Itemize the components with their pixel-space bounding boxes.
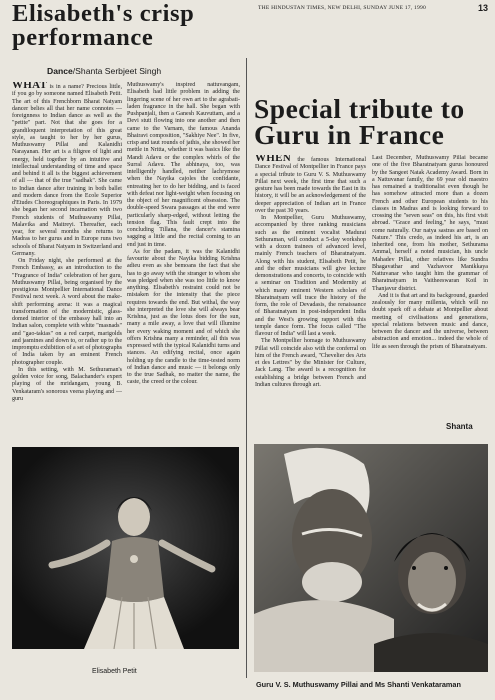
article1-col1-para-1 [12,82,122,258]
guru-photo-caption: Guru V. S. Muthuswamy Pillai and Ms Shanti Venkataraman [256,680,461,689]
article2-headline [254,93,484,150]
article1-column-1 [12,82,122,444]
article2-col1-para-3: The Montpellier homage to Muthuswamy Pillai will coincide also with the conferral on him of the French award, "Chevelier des Arts et des Lettres" by the Minister for Culture, Jack Lang. The award is a recognition for establishing a bridge between French and Indian cultures through art. [255,338,366,388]
article2-col1-para-1 [255,155,366,215]
byline-author: /Shanta Serbjeet Singh [72,66,162,76]
guru-photo-image [254,444,488,672]
page-number: 13 [478,3,489,13]
article1-col1-para-3: In this setting, with M. Sethuraman's golden voice for song, Balachander's expert playing of the mridangam, young B. Venkataram's sonorous veena playing and — guru [12,366,122,402]
article1-headline-line1: Elisabeth's crisp [12,0,195,27]
article1-col2-para-2: As for the padam, it was the Kalanidhi favourite about the Nayika bidding Krishna adieu even as she bemoans the fact that she has to go away with the stranger to whom she was pledged when she was too little to know anything. Elisabeth's restraint could not be mistaken for the intensity that the piece requires towards the end. But withal, the way she interpreted the love she will always bear Krishna, just as the lotus does for the sun, many a mile away, a love that will illumine her every waking moment and of which she offers Krishna many a reminder, all this was expressed with the typical Kalanidhi turns and stances. An edifying recital, once again holding up the candle to the time-tested norm of Indian dance and music — it belongs only to the true Sadhak, no matter the name, the caste, the creed or the colour. [127,248,240,386]
byline-section: Dance [47,66,73,76]
article2-column-2 [372,155,488,417]
article2-col2-para-2: And it is that art and its background, guarded zealously for many millenia, which will no doubt spark off a debate at Montpellier about meeting of civilisations and generations, special relations between music and dance, between the dancer and the universe, between abstraction and emotion... indeed the whole of life as seen through the prism of Bharatnatyam. [372,292,488,350]
article1-column-2 [127,82,240,444]
article2-signoff: Shanta [446,422,473,431]
masthead-text: THE HINDUSTAN TIMES, NEW DELHI, SUNDAY JUNE 17, 1990 [258,5,426,11]
article2-column-1 [255,155,366,440]
dropcap: WHEN [255,155,292,164]
article1-headline [12,2,242,50]
article1-headline-line2: performance [12,24,154,51]
column-divider [246,58,247,678]
article2-col1-para-2: In Montpellier, Guru Muthuswamy, accompanied by three ranking musicians such as the eminent vocalist Madurai Sethuraman, will conduct a 5-day workshop with a dozen trainees of advanced level, mainly French teachers of Bharatnatyam. Along with his student, Elisabeth Petit, he and the other musicians will give lecture demonstrations and concerts, to coincide with a seminar on Tradition and Modernity at which many eminent Western scholars of Bharatnatyam will trace the history of the form, the role of Devadasis, the renaissance of Bharatnatyam in post-independent India and the West's growing rapport with this temple dance form. The focus called "The flavour of India" will last a week. [255,215,366,337]
article2-headline-line1: Special tribute to [254,93,465,124]
dancer-photo-caption: Elisabeth Petit [92,668,137,675]
guru-photo [254,444,488,672]
article2-headline-line2: Guru in France [254,119,445,150]
article1-col1-para-2: On Friday night, she performed at the French Embassy, as an introduction to the "Fragrance of India" celebration of her guru, Muthuswamy Pillai, being organised by the prestigious Montpellier International Dance Festival next week. A word about the make-shift performing arena: it was a magical transformation of the modernistic, glass-domed interior of the embassy hall into an Indian salon, complete with white "masnads" and "gao-takias" on a red carpet, marigolds and jasmines and down to, or rather up to the impromptu exhibition of a set of photographs of India taken by an eminent French photographer couple. [12,258,122,366]
dancer-photo [12,447,239,649]
dropcap: WHAT [12,82,48,91]
article2-col1-text-1: the famous International Dance Festival of Montpellier in France pays a special tribute to Guru V. S. Muthuswamy Pillai next week, the first time that such a gesture has been made towards the East in its history, it will be an acknowledgement of the deeper appreciation of Indian art in France over the past 30 years. [255,157,366,214]
article1-col2-para-1: Muthuswamy's inspired nattuvangam, Elisabeth had little problem in adding the lingering scene of her own art to the agrabati-laden fragrance in the hall. She began with Pushpanjali, then a Ganesh Kauvuttam, and a Devi stuti flowing into one another and then came to the Varnam, the famous Ananda Bhairavi composition, "Sakhiye Nee". In five, crisp and taut rounds of jathis, she showed her mettle in Nritta, whether it was basics like the Mandi Adavu or the complex whirls of the Surral Adavu. The abhinaya, too, was intelligently handled, neither lachrymose when the Nayika cajoles the confidante, entreating her to do her bidding, and is faced with defeat nor light-weight when focusing on the object of her magnificent obsession. The double-speed Swara passages at the end were particularly sharp-edged, without letting the tension flag. This fault crept into the concluding Tillana, the dancer's stamina sagging a little and the recital coming to an end just in time. [127,82,240,248]
article2-col2-para-1: Last December, Muthuswamy Pillai became one of the five Bharatnatyam gurus honoured by the Sangeet Natak Academy Award. Born in a Nattuvanar family, the 69 year old maestro has remained a traditionalist even though he has somehow attracted more than a dozen French and other European students to his classes in Madras and is looking forward to crossing the "seven seas" on this, his first visit abroad. "Grace and feeling," he says, "must come naturally. Our natya sastras are based on Nature." This credo, as indeed his art, is an inherited one, from his mother, Sethurama Ammal, herself a noted musician, his uncle Mahadev Pillai, other relatives like Sundra Bhagavathar and Vazhavoor Manikkaya Nattuvanar who taught him the grammar of Bharatnatyam in Vaitheeswaran Koil in Thanjavur district. [372,155,488,292]
article1-col1-text-1: is in a name? Precious little, if you go by someone named Elisabeth Petit. The art of this Frenchborn Bharat Natyam dancer belies all that her name connotes — foreignness to Indian dance as well as the "petite" part. Not that she goes for a grandiloquent interpretation of this great style, as taught to her by her gurus, Muthuswamy Pillai and Kalanidhi Narayanan. Her art is a filigree of light and energy, held together by an intuitive and intellectual understanding of time and space and behind it all is the biggest achievement of all — that of the true "sadhak". She came to Indian dance after training in both ballet and modern dance from the Ecole Superior d'Etudes Choreographiques in Paris. In 1979 she began her second incarnation with two French students of Muthuswamy Pillai, Malavika and Maitreyi. Thereafter, each year, for several months she returns to Madras to her gurus and in Europe runs two schools of Bharat Natyam in Switzerland and Germany. [12,84,122,257]
dancer-photo-image [12,447,239,649]
article1-byline [47,66,161,76]
